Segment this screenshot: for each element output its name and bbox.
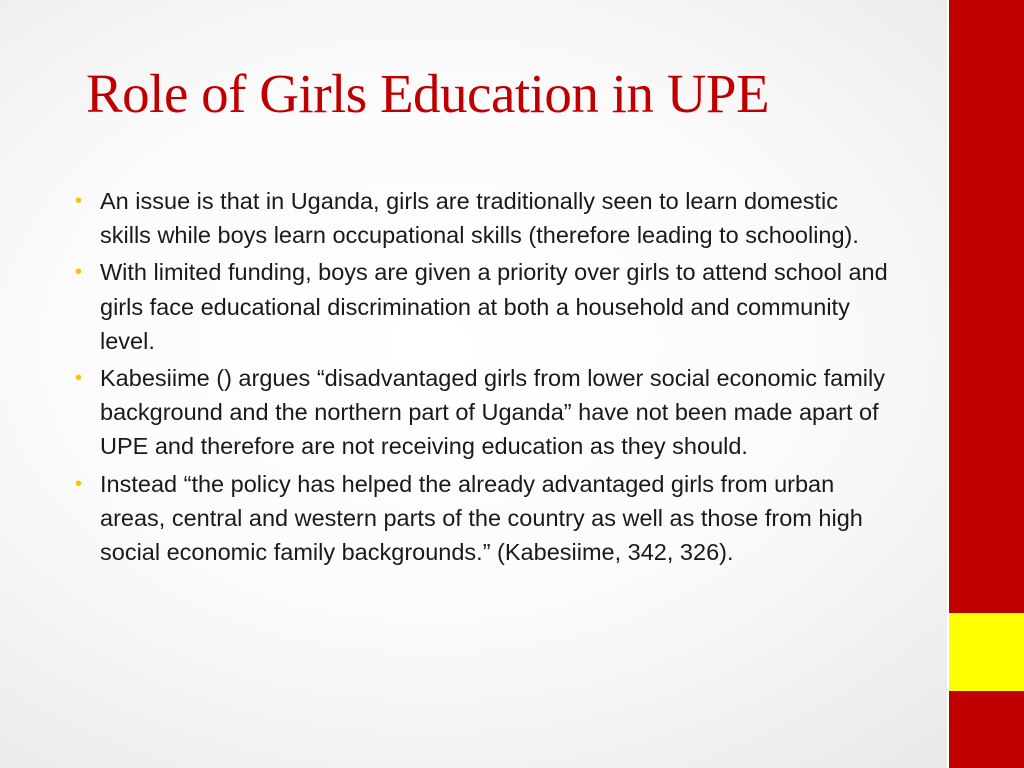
bullet-text: With limited funding, boys are given a priority over girls to attend school and girls face educational discrimination at both a household and community level. bbox=[100, 259, 888, 354]
stripe-yellow-middle bbox=[949, 613, 1024, 691]
bullet-marker-icon: • bbox=[75, 190, 83, 212]
bullet-list bbox=[75, 184, 895, 572]
bullet-marker-icon: • bbox=[75, 472, 83, 495]
bullet-item bbox=[75, 255, 895, 358]
bullet-item bbox=[75, 184, 895, 252]
slide-title: Role of Girls Education in UPE bbox=[86, 63, 770, 124]
bullet-marker-icon: • bbox=[75, 261, 83, 284]
bullet-text: Instead “the policy has helped the already advantaged girls from urban areas, central and western parts of the country as well as those from high social economic family backgrounds.” (Kabesiime, 342, 326). bbox=[100, 470, 863, 566]
bullet-marker-icon: • bbox=[75, 367, 83, 390]
bullet-text: An issue is that in Uganda, girls are traditionally seen to learn domestic skills while boys learn occupational skills (therefore leading to schooling). bbox=[100, 188, 859, 249]
bullet-text: Kabesiime () argues “disadvantaged girls from lower social economic family background and the northern part of Uganda” have not been made apart of UPE and therefore are not receiving education as they should. bbox=[100, 365, 885, 460]
stripe-red-bottom bbox=[949, 691, 1024, 768]
bullet-item bbox=[75, 467, 895, 570]
bullet-item bbox=[75, 361, 895, 464]
decorative-stripes bbox=[947, 0, 1024, 768]
stripe-red-top bbox=[949, 0, 1024, 613]
